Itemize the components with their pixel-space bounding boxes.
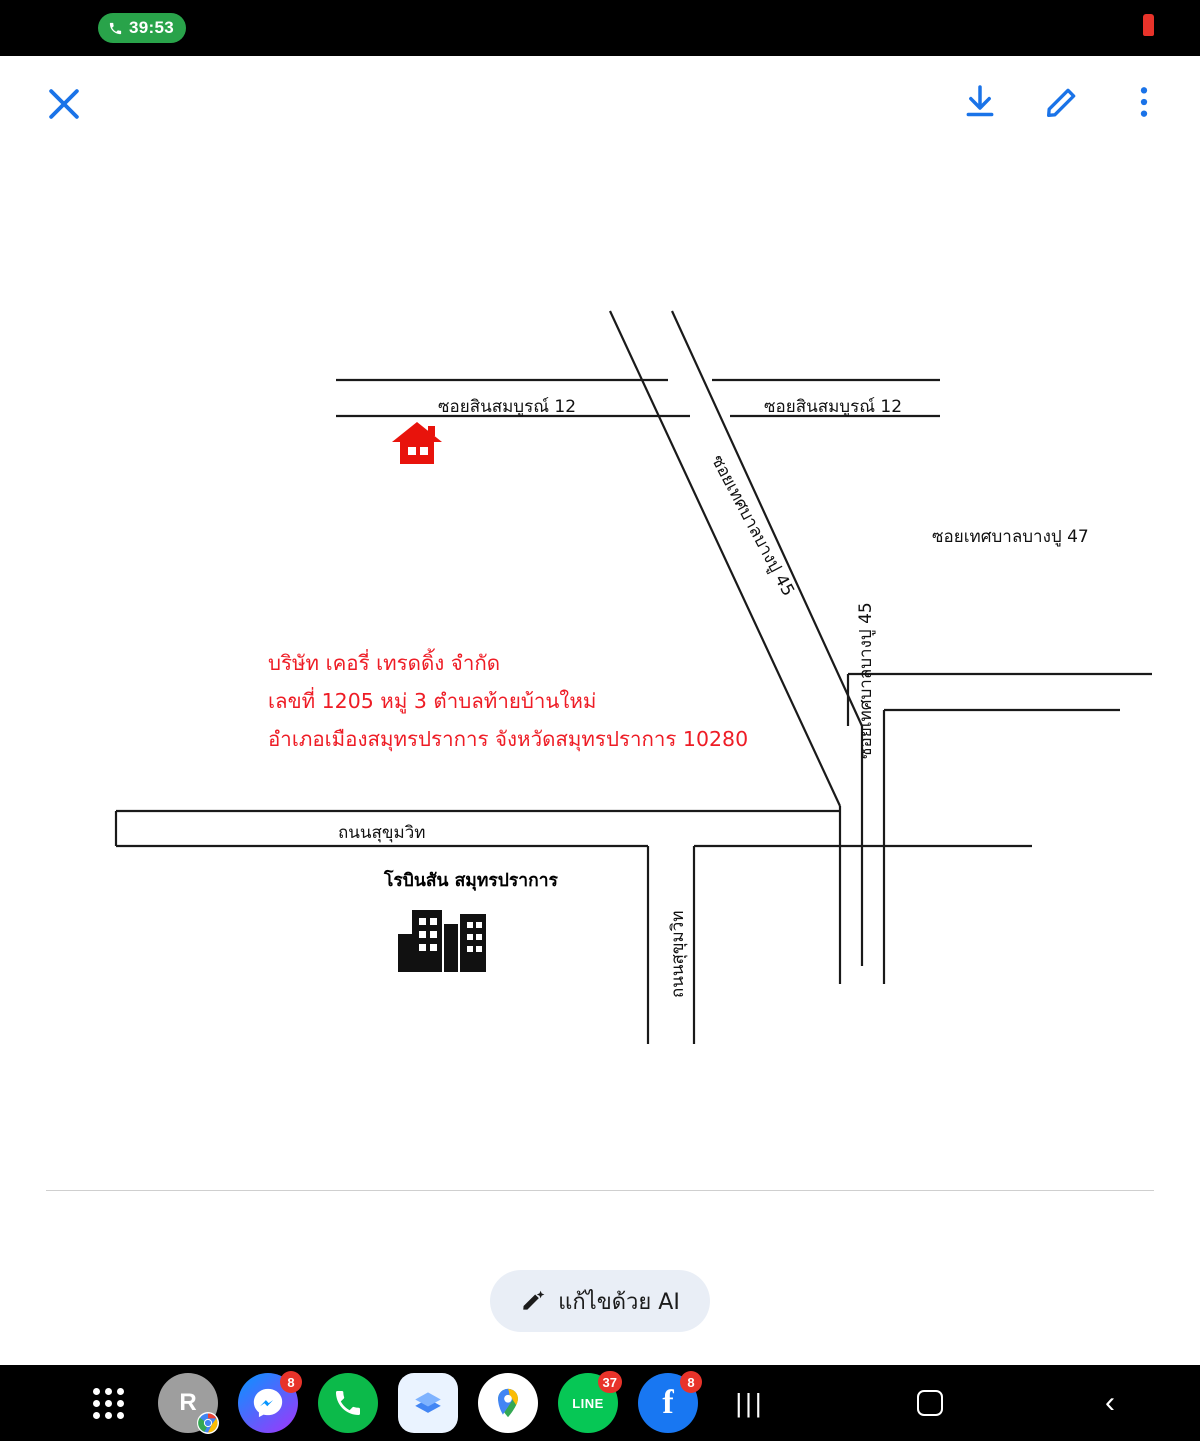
app-phone[interactable] [318, 1373, 378, 1433]
badge-messenger: 8 [280, 1371, 302, 1393]
back-button[interactable] [1080, 1373, 1140, 1433]
road-label-sukhumvit-horizontal: ถนนสุขุมวิท [338, 823, 426, 843]
files-icon [411, 1386, 445, 1420]
app-messenger[interactable] [238, 1373, 298, 1433]
app-maps[interactable] [478, 1373, 538, 1433]
download-icon [960, 82, 1000, 122]
back-chevron-icon: ‹ [1105, 1386, 1115, 1419]
landmark-label: โรบินสัน สมุทรปราการ [384, 871, 558, 891]
address-line-3: อำเภอเมืองสมุทรปราการ จังหวัดสมุทรปราการ 10280 [268, 727, 749, 751]
app-drawer-icon [93, 1388, 124, 1419]
buildings-icon [398, 900, 494, 972]
phone-icon [332, 1387, 364, 1419]
system-navigation-bar [720, 1373, 1140, 1433]
address-line-1: บริษัท เคอรี่ เทรดดิ้ง จำกัด [268, 651, 501, 675]
address-text-block [268, 644, 748, 758]
road-label-bangpu-45-diagonal: ซอยเทศบาลบางปู 45 [706, 451, 799, 600]
edit-with-ai-label: แก้ไขด้วย AI [558, 1289, 680, 1315]
status-right-icons [1143, 14, 1154, 36]
road-label-sukhumvit-vertical: ถนนสุขุมวิท [668, 910, 688, 998]
facebook-f-icon: f [662, 1384, 674, 1421]
badge-line: 37 [598, 1371, 622, 1393]
image-viewer-canvas[interactable] [0, 166, 1200, 1236]
home-button[interactable] [900, 1373, 960, 1433]
road-label-bangpu-47: ซอยเทศบาลบางปู 47 [932, 527, 1089, 547]
battery-low-icon [1143, 14, 1154, 36]
content-divider [46, 1190, 1154, 1191]
messenger-icon [251, 1386, 285, 1420]
pencil-icon [1042, 82, 1082, 122]
app-drawer-button[interactable] [78, 1373, 138, 1433]
recents-button[interactable] [720, 1373, 780, 1433]
home-square-icon [917, 1390, 943, 1416]
download-button[interactable] [960, 82, 1000, 126]
line-wordmark-icon: LINE [572, 1395, 604, 1411]
app-chrome-r[interactable] [158, 1373, 218, 1433]
more-options-button[interactable] [1124, 82, 1164, 126]
recents-icon: ||| [735, 1387, 765, 1418]
app-facebook[interactable] [638, 1373, 698, 1433]
edit-with-ai-button[interactable] [490, 1270, 710, 1332]
app-line[interactable] [558, 1373, 618, 1433]
maps-pin-icon [491, 1386, 525, 1420]
edit-button[interactable] [1042, 82, 1082, 126]
road-label-bangpu-45-vertical: ซอยเทศบาลบางปู 45 [856, 602, 876, 759]
close-button[interactable] [42, 82, 86, 126]
active-call-pill[interactable] [98, 13, 186, 43]
phone-icon [108, 21, 123, 36]
system-dock [0, 1365, 1200, 1441]
chrome-icon [196, 1411, 220, 1435]
close-icon [42, 82, 86, 126]
address-line-2: เลขที่ 1205 หมู่ 3 ตำบลท้ายบ้านใหม่ [268, 689, 597, 713]
home-icon [390, 420, 444, 468]
call-timer: 39:53 [129, 18, 174, 37]
dock-app-list [78, 1373, 698, 1433]
more-vertical-icon [1124, 82, 1164, 122]
status-bar [0, 0, 1200, 56]
magic-pencil-icon [520, 1288, 546, 1314]
viewer-actions [960, 82, 1164, 126]
badge-facebook: 8 [680, 1371, 702, 1393]
viewer-top-bar [0, 56, 1200, 166]
road-label-sinsomboon-12-west: ซอยสินสมบูรณ์ 12 [438, 397, 577, 417]
r-letter-icon: R [179, 1389, 197, 1416]
app-files[interactable] [398, 1373, 458, 1433]
road-label-sinsomboon-12-east: ซอยสินสมบูรณ์ 12 [764, 397, 903, 417]
